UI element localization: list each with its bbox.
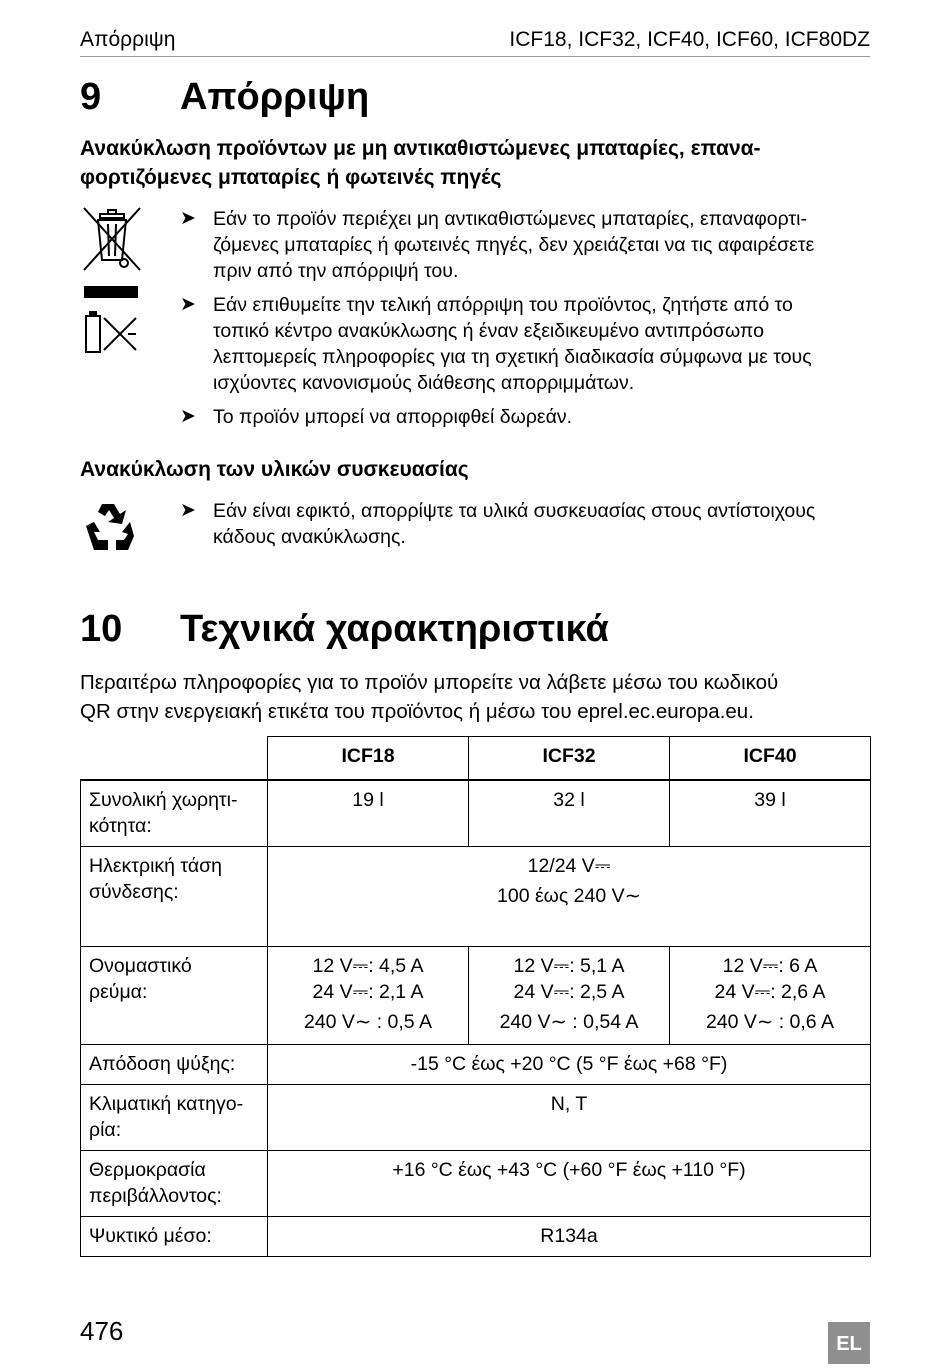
row-label: Ηλεκτρική τάση σύνδεσης: (81, 846, 268, 946)
section-9-title: Απόρριψη (180, 76, 370, 118)
running-header-models: ICF18, ICF32, ICF40, ICF60, ICF80DZ (509, 28, 870, 51)
section-9-number: 9 (80, 76, 102, 118)
packaging-bullet-list (180, 498, 870, 558)
table-cell: 12 V⎓: 6 A 24 V⎓: 2,6 A 240 V∼ : 0,6 A (670, 946, 871, 1044)
table-cell (268, 846, 871, 946)
section-9-heading (80, 76, 369, 119)
black-bar-icon (84, 286, 138, 298)
row-label: Κλιματική κατηγο- ρία: (81, 1084, 268, 1150)
subheading-battery-recycling (80, 134, 870, 192)
recycle-icon (80, 500, 136, 554)
arrow-icon: ➤ (180, 500, 196, 521)
section-10-title: Τεχνικά χαρακτηριστικά (180, 608, 609, 650)
crossed-bin-icon (80, 206, 144, 274)
row-label: Θερμοκρασία περιβάλλοντος: (81, 1150, 268, 1216)
column-header: ICF18 (268, 737, 469, 781)
bullet-line: Εάν επιθυμείτε την τελική απόρριψη του προϊόντος, ζητήστε από το (213, 294, 793, 316)
table-row (81, 780, 871, 846)
lead-line: QR στην ενεργειακή ετικέτα του προϊόντος ή μέσω του eprel.ec.europa.eu. (80, 700, 754, 723)
table-row (81, 1216, 871, 1256)
bullet-line: ισχύοντες κανονισμούς διάθεσης απορριμμάτων. (213, 372, 635, 394)
table-corner-cell (81, 737, 268, 781)
bullet-line: πριν από την απόρριψή του. (213, 260, 459, 282)
table-row (81, 1150, 871, 1216)
table-cell: -15 °C έως +20 °C (5 °F έως +68 °F) (268, 1044, 871, 1084)
section-10-heading (80, 608, 609, 651)
bullet-line: κάδους ανακύκλωσης. (213, 526, 406, 548)
table-header-row (81, 737, 871, 781)
table-cell: +16 °C έως +43 °C (+60 °F έως +110 °F) (268, 1150, 871, 1216)
column-header: ICF32 (469, 737, 670, 781)
section-10-number: 10 (80, 608, 123, 650)
table-row (81, 1044, 871, 1084)
list-item (180, 404, 870, 430)
arrow-icon: ➤ (180, 406, 196, 427)
table-row (81, 946, 871, 1044)
table-cell: 39 l (670, 780, 871, 846)
table-cell: 12 V⎓: 5,1 A 24 V⎓: 2,5 A 240 V∼ : 0,54 A (469, 946, 670, 1044)
bullet-line: Εάν το προϊόν περιέχει μη αντικαθιστώμενες μπαταρίες, επαναφορτι- (213, 208, 807, 230)
battery-crossed-icon (80, 310, 140, 356)
row-label: Απόδοση ψύξης: (81, 1044, 268, 1084)
row-label: Συνολική χωρητι- κότητα: (81, 780, 268, 846)
table-row (81, 846, 871, 946)
language-badge: EL (828, 1322, 870, 1364)
bullet-line: Εάν είναι εφικτό, απορρίψτε τα υλικά συσκευασίας στους αντίστοιχους (213, 500, 816, 522)
bullet-line: ζόμενες μπαταρίες ή φωτεινές πηγές, δεν χρειάζεται να τις αφαιρέσετε (213, 234, 815, 256)
list-item (180, 292, 870, 396)
battery-bullet-list (180, 206, 870, 438)
table-cell: R134a (268, 1216, 871, 1256)
bullet-line: Το προϊόν μπορεί να απορριφθεί δωρεάν. (213, 406, 573, 428)
section-10-lead (80, 668, 880, 726)
voltage-dc-value: 12/24 V⎓ (527, 854, 611, 877)
page-number: 476 (80, 1316, 124, 1346)
table-cell: 12 V⎓: 4,5 A 24 V⎓: 2,1 A 240 V∼ : 0,5 A (268, 946, 469, 1044)
bullet-line: τοπικό κέντρο ανακύκλωσης ή έναν εξειδικευμένο αντιπρόσωπο (213, 320, 764, 342)
row-label: Ψυκτικό μέσο: (81, 1216, 268, 1256)
voltage-ac-value: 100 έως 240 V∼ (497, 884, 641, 907)
table-cell: 32 l (469, 780, 670, 846)
column-header: ICF40 (670, 737, 871, 781)
subheading-line: Ανακύκλωση προϊόντων με μη αντικαθιστώμενες μπαταρίες, επανα- (80, 137, 761, 160)
table-cell: 19 l (268, 780, 469, 846)
list-item (180, 206, 870, 284)
arrow-icon: ➤ (180, 294, 196, 315)
list-item (180, 498, 870, 550)
bullet-line: λεπτομερείς πληροφορίες για τη σχετική διαδικασία σύμφωνα με τους (213, 346, 812, 368)
header-divider (80, 56, 870, 57)
subheading-line: φορτιζόμενες μπαταρίες ή φωτεινές πηγές (80, 166, 502, 189)
subheading-packaging-recycling: Ανακύκλωση των υλικών συσκευασίας (80, 458, 469, 481)
arrow-icon: ➤ (180, 208, 196, 229)
running-header-title: Απόρριψη (80, 28, 176, 51)
table-row (81, 1084, 871, 1150)
lead-line: Περαιτέρω πληροφορίες για το προϊόν μπορείτε να λάβετε μέσω του κωδικού (80, 671, 779, 694)
table-cell: N, T (268, 1084, 871, 1150)
row-label: Ονομαστικό ρεύμα: (81, 946, 268, 1044)
specifications-table (80, 736, 871, 1257)
